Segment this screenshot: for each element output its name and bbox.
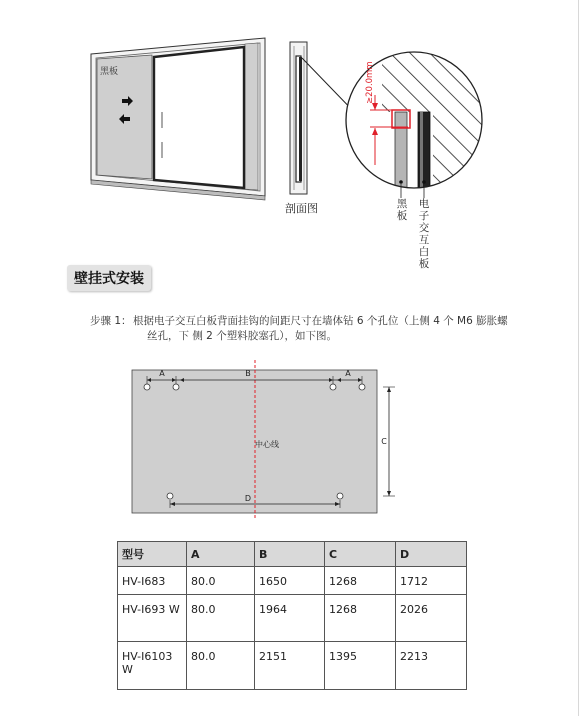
cell-a: 80.0 bbox=[187, 595, 255, 642]
cell-a: 80.0 bbox=[187, 567, 255, 595]
cell-model: HV-I683 bbox=[118, 567, 187, 595]
cell-d: 2213 bbox=[396, 642, 467, 690]
mounting-hole-diagram bbox=[0, 355, 582, 525]
center-line-label: 中心线 bbox=[255, 440, 279, 449]
hole-bottom-1 bbox=[167, 493, 173, 499]
hole-top-2 bbox=[173, 384, 179, 390]
cell-b: 2151 bbox=[255, 642, 325, 690]
cell-a: 80.0 bbox=[187, 642, 255, 690]
gap-dimension-label: ≥20.0mm bbox=[365, 61, 375, 104]
table-header-row bbox=[118, 542, 467, 567]
blackboard-panel-label: 黑板 bbox=[100, 67, 119, 77]
dim-label-a-left: A bbox=[159, 369, 165, 378]
hole-top-1 bbox=[144, 384, 150, 390]
dim-label-b: B bbox=[245, 369, 251, 378]
section-caption: 剖面图 bbox=[285, 202, 318, 215]
installation-figure bbox=[0, 0, 582, 262]
model-dimension-table bbox=[117, 541, 467, 690]
cell-c: 1268 bbox=[325, 595, 396, 642]
hole-top-4 bbox=[359, 384, 365, 390]
cell-b: 1964 bbox=[255, 595, 325, 642]
header-a: A bbox=[187, 542, 255, 567]
header-b: B bbox=[255, 542, 325, 567]
step-prefix: 步骤 1： bbox=[90, 315, 132, 327]
cell-model: HV-I6103 W bbox=[118, 642, 187, 690]
dim-label-c: C bbox=[381, 437, 387, 446]
header-c: C bbox=[325, 542, 396, 567]
cell-c: 1268 bbox=[325, 567, 396, 595]
hole-bottom-2 bbox=[337, 493, 343, 499]
header-d: D bbox=[396, 542, 467, 567]
hole-top-3 bbox=[330, 384, 336, 390]
dim-label-d: D bbox=[244, 494, 252, 503]
dim-label-a-right: A bbox=[345, 369, 351, 378]
table-row bbox=[118, 642, 467, 690]
section-title: 壁挂式安装 bbox=[67, 265, 151, 291]
cell-c: 1395 bbox=[325, 642, 396, 690]
table-row bbox=[118, 567, 467, 595]
cell-d: 2026 bbox=[396, 595, 467, 642]
table-row bbox=[118, 595, 467, 642]
step-text-line1: 根据电子交互白板背面挂钩的间距尺寸在墙体钻 6 个孔位（上侧 4 个 M6 膨胀螺 bbox=[133, 315, 508, 327]
whiteboard-callout-label: 电子交互白板 bbox=[418, 198, 430, 270]
cell-d: 1712 bbox=[396, 567, 467, 595]
step-text-line2: 丝孔，下 侧 2 个塑料胶塞孔），如下图。 bbox=[147, 330, 337, 342]
cell-b: 1650 bbox=[255, 567, 325, 595]
sliding-board-illustration bbox=[91, 38, 265, 200]
cell-model: HV-I693 W bbox=[118, 595, 187, 642]
blackboard-callout-label: 黑板 bbox=[396, 198, 408, 222]
header-model: 型号 bbox=[118, 542, 187, 567]
